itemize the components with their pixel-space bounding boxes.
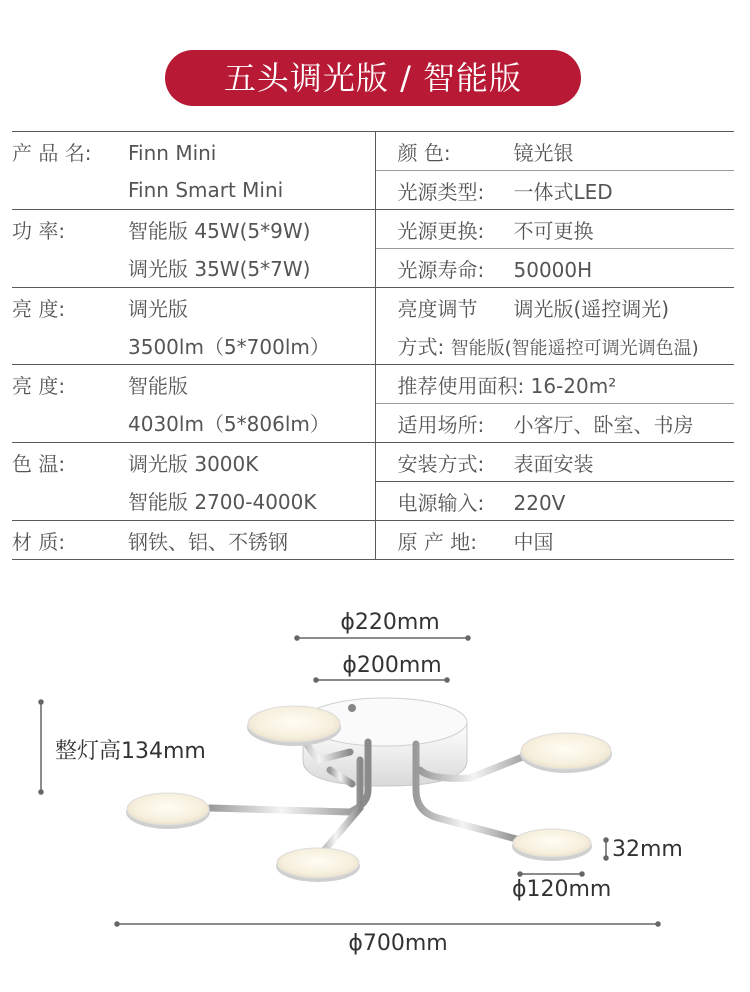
spec-value: Finn Smart Mini [128,177,284,202]
spec-value: 调光版 [128,296,188,321]
spec-value: 中国 [513,529,554,554]
spec-label: 光源寿命: [397,257,485,282]
spec-label: 功 率: [12,218,66,243]
page-banner-title: 五头调光版 / 智能版 [165,50,581,106]
led-disc [520,733,612,773]
spec-label: 安装方式: [397,451,485,476]
spec-row [12,521,734,560]
spec-value: 调光版(遥控调光) [513,296,670,321]
spec-value: 智能版(智能遥控可调光调色温) [450,337,699,359]
dimension-line-height [39,700,43,794]
spec-label: 产 品 名: [12,140,92,165]
spec-table [12,131,734,560]
spec-label: 亮 度: [12,373,66,398]
spec-label: 色 温: [12,451,66,476]
spec-row [12,171,734,210]
spec-label: 推荐使用面积: [397,373,525,398]
dimension-line-120 [518,872,584,876]
lamp-dimension-diagram [0,580,750,992]
spec-row [12,404,734,443]
spec-label: 光源更换: [397,218,485,243]
dimension-32-label: 32mm [612,837,683,862]
dimension-120-label: ϕ120mm [512,877,612,902]
dimension-200-label: ϕ200mm [342,653,442,678]
dimension-height-label: 整灯高134mm [55,739,206,764]
spec-label: 原 产 地: [397,529,477,554]
led-disc [247,706,341,746]
spec-row [12,249,734,288]
spec-row [12,365,734,404]
spec-label: 亮 度: [12,296,66,321]
dimension-700-label: ϕ700mm [348,931,448,956]
spec-label: 材 质: [12,529,66,554]
spec-label: 颜 色: [397,140,451,165]
spec-row [12,443,734,482]
spec-value: 镜光银 [513,140,574,165]
spec-row [12,288,734,327]
spec-value: 16-20m² [530,373,617,398]
dimension-line-220 [295,636,470,640]
led-disc [276,848,360,882]
spec-row [12,326,734,365]
spec-value: 不可更换 [513,218,594,243]
dimension-220-label: ϕ220mm [340,610,440,635]
spec-value: 钢铁、铝、不锈钢 [128,529,288,554]
spec-value: 220V [513,490,566,515]
dimension-line-32 [604,838,608,860]
spec-row [12,210,734,249]
dimension-line-200 [314,678,449,682]
spec-row [12,482,734,521]
spec-value: 调光版 3000K [128,451,259,476]
spec-value: 智能版 [128,373,188,398]
spec-value: 50000H [513,257,593,282]
spec-label: 电源输入: [397,490,485,515]
spec-label: 亮度调节 [397,296,478,321]
dimension-line-700 [115,922,660,926]
spec-value: 智能版 45W(5*9W) [128,218,311,243]
spec-row [12,132,734,171]
spec-value: 4030lm（5*806lm） [128,412,330,437]
spec-value: 3500lm（5*700lm） [128,334,330,359]
spec-value: 调光版 35W(5*7W) [128,257,311,282]
ceiling-lamp-illustration [126,698,612,882]
screw-icon [348,704,356,712]
spec-value: 小客厅、卧室、书房 [513,412,694,437]
spec-label: 光源类型: [397,179,485,204]
spec-value: Finn Mini [128,140,217,165]
spec-label: 适用场所: [397,412,485,437]
spec-value: 智能版 2700-4000K [128,490,317,515]
spec-label: 方式: [397,334,445,359]
led-disc [512,829,592,861]
spec-value: 一体式LED [513,179,613,204]
led-disc [126,793,210,829]
spec-value: 表面安装 [513,451,594,476]
